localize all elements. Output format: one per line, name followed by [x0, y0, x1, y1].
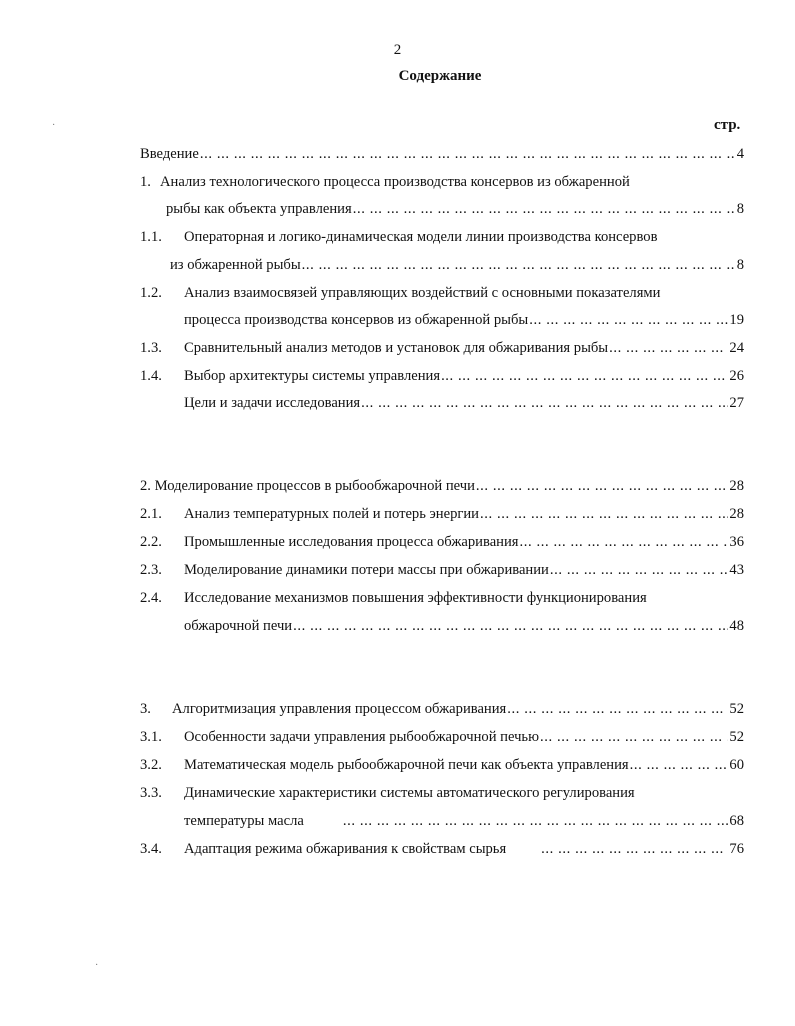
toc-entry-text: Динамические характеристики системы автоматического регулирования [184, 785, 635, 801]
toc-leader [293, 616, 728, 636]
toc-entry-text: процесса производства консервов из обжаренной рыбы [184, 312, 529, 328]
toc-entry-number: 1.3. [140, 340, 162, 356]
toc-leader [353, 199, 736, 219]
toc-leader [476, 476, 728, 496]
toc-entry-number: 1.2. [140, 285, 162, 301]
toc-entry-number: 2.1. [140, 506, 162, 522]
toc-entry-page: 48 [729, 618, 744, 634]
toc-entry-1-3[interactable] [140, 338, 744, 358]
toc-leader [343, 811, 729, 831]
scan-speck: · [52, 120, 56, 131]
toc-entry-text: 2. Моделирование процессов в рыбообжарочной печи [140, 478, 475, 494]
page-number: 2 [393, 42, 402, 58]
toc-entry-number: 3. [140, 701, 151, 717]
toc-leader [507, 699, 728, 719]
toc-entry-text: обжарочной печи [184, 618, 293, 634]
toc-entry-page: 26 [729, 368, 744, 384]
toc-entry-1-4[interactable] [140, 366, 744, 386]
toc-entry-text: Выбор архитектуры системы управления [184, 368, 441, 384]
toc-entry-2-4[interactable] [140, 588, 744, 608]
toc-entry-1-2-cont[interactable] [140, 310, 744, 330]
toc-entry-goals[interactable] [140, 393, 744, 413]
toc-entry-page: 43 [729, 562, 744, 578]
toc-leader [361, 393, 728, 413]
toc-entry-page: 24 [729, 340, 744, 356]
toc-entry-section-1-cont[interactable] [140, 199, 744, 219]
toc-leader [630, 755, 729, 775]
toc-entry-page: 28 [729, 478, 744, 494]
toc-entry-page: 68 [729, 813, 744, 829]
toc-entry-text: температуры масла [184, 813, 304, 829]
toc-leader [480, 504, 728, 524]
toc-entry-text: Особенности задачи управления рыбообжарочной печью [184, 729, 539, 745]
toc-entry-text: Введение [140, 146, 199, 162]
toc-entry-page: 76 [729, 841, 744, 857]
toc-leader [529, 310, 728, 330]
toc-entry-1-1-cont[interactable] [140, 255, 744, 275]
page-title: Содержание [398, 68, 482, 84]
toc-entry-page: 36 [729, 534, 744, 550]
toc-entry-3-3-cont[interactable] [140, 811, 744, 831]
toc-entry-text: Алгоритмизация управления процессом обжаривания [172, 701, 507, 717]
toc-entry-text: Операторная и логико-динамическая модели линии производства консервов [184, 229, 658, 245]
toc-entry-page: 52 [729, 729, 744, 745]
toc-leader [302, 255, 736, 275]
toc-entry-text: Промышленные исследования процесса обжаривания [184, 534, 519, 550]
toc-entry-3-4[interactable] [140, 839, 744, 859]
toc-entry-text: Цели и задачи исследования [184, 395, 361, 411]
toc-entry-2-3[interactable] [140, 560, 744, 580]
page-column-label: стр. [714, 117, 741, 133]
toc-entry-number: 1.1. [140, 229, 162, 245]
toc-entry-3-3[interactable] [140, 783, 744, 803]
toc-entry-page: 27 [729, 395, 744, 411]
toc-entry-page: 8 [736, 201, 744, 217]
toc-entry-number: 2.3. [140, 562, 162, 578]
toc-leader [520, 532, 729, 552]
toc-entry-2-4-cont[interactable] [140, 616, 744, 636]
toc-leader [441, 366, 728, 386]
scan-speck: · [95, 960, 99, 971]
toc-entry-3-1[interactable] [140, 727, 744, 747]
toc-entry-text: Сравнительный анализ методов и установок для обжаривания рыбы [184, 340, 609, 356]
toc-entry-number: 3.3. [140, 785, 162, 801]
toc-leader [540, 727, 728, 747]
toc-leader [609, 338, 728, 358]
toc-entry-number: 2.2. [140, 534, 162, 550]
toc-entry-page: 52 [729, 701, 744, 717]
toc-entry-2-1[interactable] [140, 504, 744, 524]
toc-entry-number: 3.1. [140, 729, 162, 745]
toc-entry-section-3[interactable] [140, 699, 744, 719]
toc-entry-page: 8 [736, 257, 744, 273]
toc-leader [550, 560, 729, 580]
toc-entry-text: Анализ технологического процесса производства консервов из обжаренной [160, 174, 630, 190]
toc-entry-section-2[interactable] [140, 476, 744, 496]
toc-entry-number: 3.4. [140, 841, 162, 857]
toc-entry-number: 3.2. [140, 757, 162, 773]
toc-entry-text: Моделирование динамики потери массы при обжаривании [184, 562, 549, 578]
toc-entry-number: 2.4. [140, 590, 162, 606]
toc-entry-number: 1. [140, 174, 151, 190]
toc-entry-text: из обжаренной рыбы [170, 257, 301, 273]
toc-entry-text: Адаптация режима обжаривания к свойствам сырья [184, 841, 507, 857]
toc-entry-number: 1.4. [140, 368, 162, 384]
toc-leader [541, 839, 728, 859]
toc-entry-text: Исследование механизмов повышения эффективности функционирования [184, 590, 647, 606]
toc-entry-text: Анализ температурных полей и потерь энергии [184, 506, 479, 522]
toc-entry-page: 4 [736, 146, 744, 162]
toc-entry-text: рыбы как объекта управления [166, 201, 352, 217]
toc-entry-page: 28 [729, 506, 744, 522]
toc-entry-1-1[interactable] [140, 227, 744, 247]
toc-entry-1-2[interactable] [140, 283, 744, 303]
toc-entry-2-2[interactable] [140, 532, 744, 552]
toc-leader [200, 144, 736, 164]
toc-entry-3-2[interactable] [140, 755, 744, 775]
toc-entry-introduction[interactable] [140, 144, 744, 164]
toc-entry-text: Математическая модель рыбообжарочной печи как объекта управления [184, 757, 629, 773]
toc-entry-text: Анализ взаимосвязей управляющих воздействий с основными показателями [184, 285, 661, 301]
toc-entry-page: 60 [729, 757, 744, 773]
toc-entry-section-1[interactable] [140, 172, 744, 192]
toc-entry-page: 19 [729, 312, 744, 328]
